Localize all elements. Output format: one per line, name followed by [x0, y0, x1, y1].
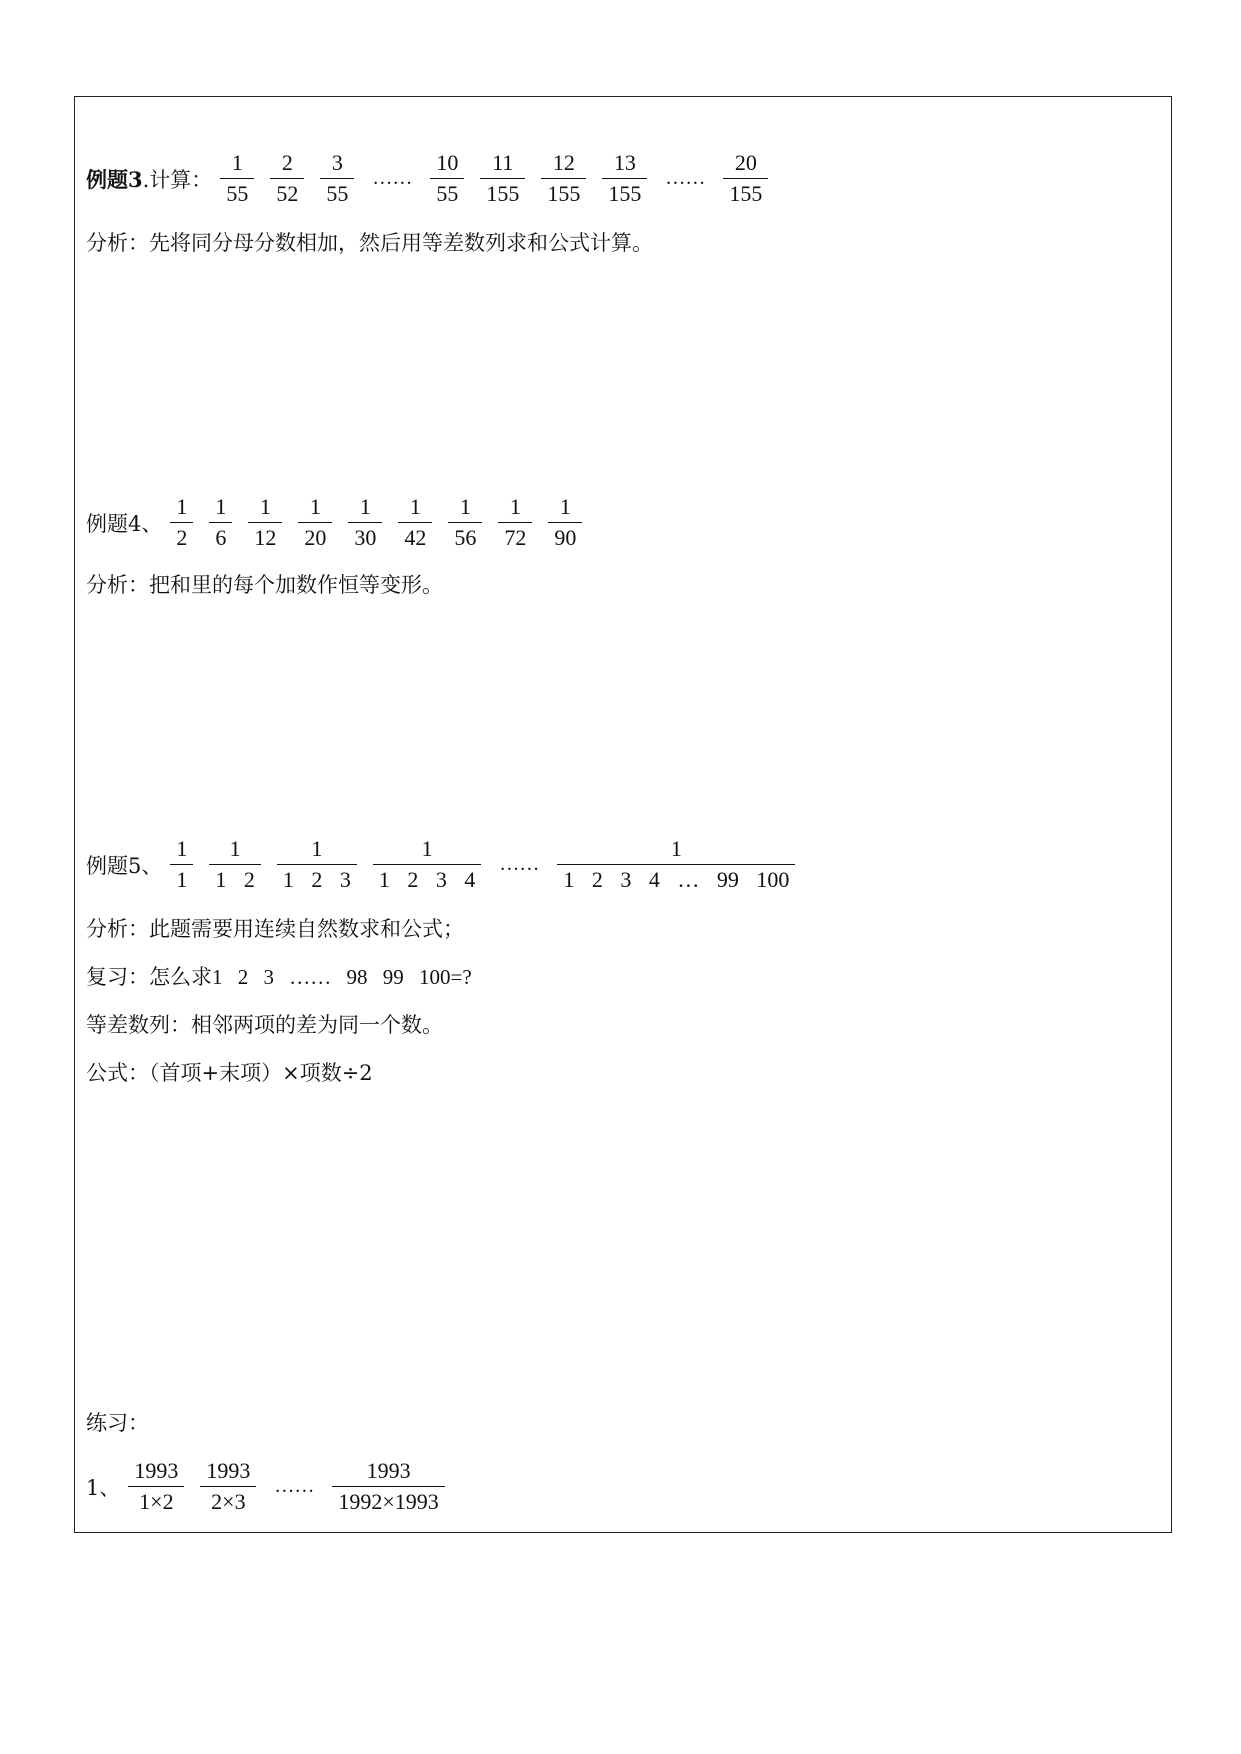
fraction: $\frac{1}{12}$ — [248, 492, 282, 553]
fraction: $\frac{1}{90}$ — [548, 492, 582, 553]
example-5-row — [86, 834, 803, 895]
example-4-label: 例题4、 — [86, 511, 163, 536]
example-4-analysis: 分析：把和里的每个加数作恒等变形。 — [86, 573, 443, 597]
fraction: $\frac{1}{30}$ — [348, 492, 382, 553]
ellipsis: …… — [499, 853, 540, 875]
fraction: $\frac{1993}{1992\times 1993}$ — [332, 1456, 444, 1517]
example-3-label: 例题3.计算： — [86, 166, 213, 192]
example-3-analysis: 分析：先将同分母分数相加，然后用等差数列求和公式计算。 — [86, 231, 653, 255]
fraction: $\frac{1}{6}$ — [209, 492, 232, 553]
fraction: $\frac{1}{1 2 3}$ — [277, 834, 357, 895]
fraction: $\frac{2}{52}$ — [270, 148, 304, 209]
ellipsis: …… — [372, 167, 413, 189]
fraction: $\frac{1}{1}$ — [170, 834, 193, 895]
fraction: $\frac{1}{1 2 3 4}$ — [373, 834, 482, 895]
fraction: $\frac{1993}{1\times 2}$ — [128, 1456, 184, 1517]
ellipsis: …… — [274, 1475, 315, 1497]
sum-formula: 公式：（首项+末项）×项数÷2 — [86, 1061, 373, 1085]
fraction: $\frac{1}{2}$ — [170, 492, 193, 553]
fraction: $\frac{1}{55}$ — [220, 148, 254, 209]
ellipsis: …… — [665, 167, 706, 189]
example-5-label: 例题5、 — [86, 853, 163, 878]
fraction: $\frac{3}{55}$ — [320, 148, 354, 209]
fraction: $\frac{1}{56}$ — [448, 492, 482, 553]
practice-title: 练习： — [86, 1411, 149, 1435]
fraction: $\frac{13}{155}$ — [602, 148, 647, 209]
example-5-analysis: 分析：此题需要用连续自然数求和公式； — [86, 917, 464, 941]
example-4-row — [86, 492, 590, 553]
example-3-fractions-a — [212, 148, 362, 209]
fraction: $\frac{1}{72}$ — [498, 492, 532, 553]
practice-item-1 — [86, 1456, 453, 1517]
fraction: $\frac{1993}{2\times 3}$ — [200, 1456, 256, 1517]
example-3-fractions-b — [422, 148, 655, 209]
fraction: $\frac{1}{1 2}$ — [209, 834, 261, 895]
review-sequence: 1 2 3 …… 98 99 100=? — [212, 965, 472, 989]
fraction: $\frac{10}{55}$ — [430, 148, 464, 209]
fraction: $\frac{12}{155}$ — [541, 148, 586, 209]
review-line — [86, 964, 472, 990]
fraction: $\frac{1}{20}$ — [298, 492, 332, 553]
example-3-row — [86, 148, 776, 209]
fraction: $\frac{1}{1 2 3 4 \dots 99 100}$ — [557, 834, 795, 895]
arithmetic-sequence-definition: 等差数列：相邻两项的差为同一个数。 — [86, 1013, 443, 1037]
worksheet-frame — [74, 96, 1172, 1533]
fraction: $\frac{1}{42}$ — [398, 492, 432, 553]
practice-item-label: 1、 — [86, 1475, 121, 1500]
fraction: $\frac{11}{155}$ — [480, 148, 525, 209]
review-label: 复习：怎么求 — [86, 965, 212, 989]
fraction: $\frac{20}{155}$ — [723, 148, 768, 209]
